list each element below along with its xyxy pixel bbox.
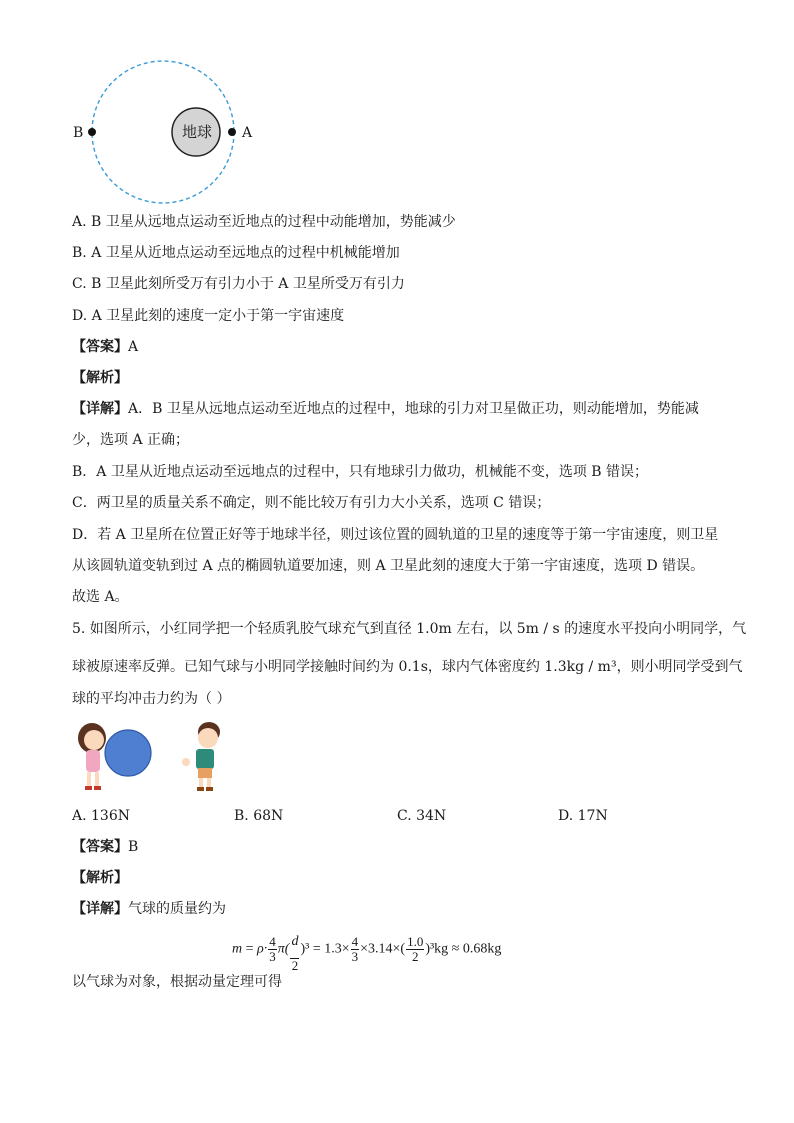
q5-answer <box>72 838 138 856</box>
q5-option-c: C. 34N <box>397 808 447 824</box>
formula-tail: )³kg ≈ 0.68kg <box>425 941 502 957</box>
detail-tag: 【详解】 <box>72 401 128 417</box>
detail-text: A．B 卫星从远地点运动至近地点的过程中，地球的引力对卫星做正功，则动能增加，势能减 <box>128 401 699 417</box>
boy-icon <box>182 722 220 791</box>
girl-icon <box>78 723 106 790</box>
frac-num: 4 <box>351 934 359 949</box>
frac-den: 2 <box>411 949 419 964</box>
answer-value: B <box>128 839 139 855</box>
q5-last-line: 以气球为对象，根据动量定理可得 <box>72 974 282 990</box>
formula-frac-2 <box>290 926 299 973</box>
mass-formula <box>232 926 501 973</box>
q5-stem-line-3: 球的平均冲击力约为（ ） <box>72 691 231 707</box>
orbit-figure <box>60 55 270 205</box>
q5-option-a: A. 136N <box>72 808 130 824</box>
earth-label: 地球 <box>182 123 213 141</box>
answer-tag: 【答案】 <box>72 339 128 355</box>
formula-frac-3 <box>351 935 360 964</box>
satellite-b <box>88 128 96 136</box>
q5-stem-line-2: 球被原速率反弹。已知气球与小明同学接触时间约为 0.1s，球内气体密度约 1.3kg / m³，则小明同学受到气 <box>72 659 743 675</box>
formula-frac-4 <box>406 935 424 964</box>
q5-analysis-tag: 【解析】 <box>72 870 128 886</box>
frac-den: 3 <box>269 949 276 964</box>
frac-num: 4 <box>269 934 276 949</box>
q4-option-c: C. B 卫星此刻所受万有引力小于 A 卫星所受万有引力 <box>72 276 405 292</box>
q4-detail-line-4: C．两卫星的质量关系不确定，则不能比较万有引力大小关系，选项 C 错误； <box>72 495 551 511</box>
formula-rho: ρ· <box>257 941 268 957</box>
q4-detail-line-3: B．A 卫星从近地点运动至远地点的过程中，只有地球引力做功，机械能不变，选项 B 错误； <box>72 464 649 480</box>
q5-stem-line-1: 5. 如图所示，小红同学把一个轻质乳胶气球充气到直径 1.0m 左右，以 5m / s 的速度水平投向小明同学，气 <box>72 621 747 637</box>
q4-detail-line-1 <box>72 400 699 418</box>
q4-detail-line-6: 从该圆轨道变轨到过 A 点的椭圆轨道要加速，则 A 卫星此刻的速度大于第一宇宙速度，选项 D 错误。 <box>72 558 705 574</box>
q4-detail-line-2: 少，选项 A 正确； <box>72 432 190 448</box>
satellite-a <box>228 128 236 136</box>
answer-value: A <box>128 339 139 355</box>
frac-num: d <box>290 926 299 959</box>
q4-analysis-tag: 【解析】 <box>72 370 128 386</box>
point-b-label: B <box>73 125 84 141</box>
formula-eq: = <box>245 941 254 957</box>
frac-den: 2 <box>291 958 299 973</box>
formula-lhs: m <box>232 941 243 957</box>
q5-detail-line-1 <box>72 900 226 918</box>
balloon-icon <box>105 730 151 776</box>
point-a-label: A <box>242 125 253 141</box>
formula-mid: )³ = 1.3× <box>300 941 350 957</box>
q5-option-b: B. 68N <box>234 808 284 824</box>
formula-mid2: ×3.14×( <box>360 941 406 957</box>
q4-option-d: D. A 卫星此刻的速度一定小于第一宇宙速度 <box>72 308 345 324</box>
frac-den: 3 <box>351 949 359 964</box>
q4-detail-line-5: D．若 A 卫星所在位置正好等于地球半径，则过该位置的圆轨道的卫星的速度等于第一宇宙速度，则卫星 <box>72 527 719 543</box>
detail-text: 气球的质量约为 <box>128 901 226 917</box>
answer-tag: 【答案】 <box>72 839 128 855</box>
q4-option-b: B. A 卫星从近地点运动至远地点的过程中机械能增加 <box>72 245 400 261</box>
detail-tag: 【详解】 <box>72 901 128 917</box>
frac-num: 1.0 <box>407 934 424 949</box>
balloon-figure <box>72 718 232 798</box>
formula-frac-1 <box>268 935 277 964</box>
q4-answer <box>72 338 138 356</box>
formula-pi: π( <box>277 941 290 957</box>
q5-option-d: D. 17N <box>558 808 608 824</box>
q4-detail-line-7: 故选 A。 <box>72 589 129 605</box>
q4-option-a: A. B 卫星从远地点运动至近地点的过程中动能增加，势能减少 <box>72 214 456 230</box>
